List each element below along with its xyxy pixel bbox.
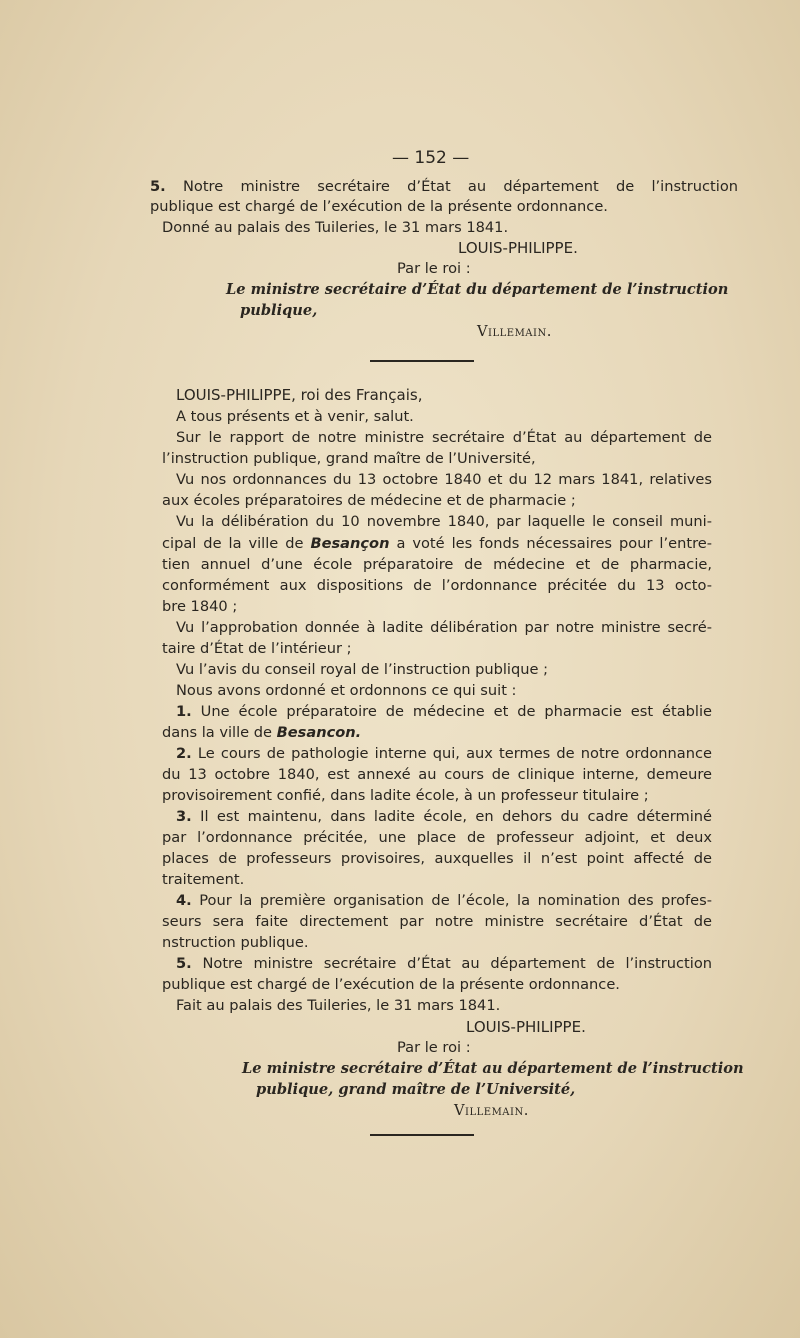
article-number: 4. xyxy=(176,892,192,909)
article-3-line-3: places de professeurs provisoires, auxquelles il n’est point affecté de xyxy=(162,850,712,867)
king-signature: LOUIS-PHILIPPE. xyxy=(466,1018,586,1036)
par-le-roi: Par le roi : xyxy=(397,1039,471,1056)
salutation: A tous présents et à venir, salut. xyxy=(176,408,414,425)
article-4-line-2: seurs sera faite directement par notre ministre secrétaire d’État de xyxy=(162,913,712,930)
text-line: Nous avons ordonné et ordonnons ce qui suit : xyxy=(176,682,517,699)
given-at-line: Donné au palais des Tuileries, le 31 mars 1841. xyxy=(162,219,509,236)
article-number: 5. xyxy=(176,955,192,972)
minister-line-2: publique, grand maître de l’Université, xyxy=(256,1081,576,1098)
article-number: 5. xyxy=(150,178,166,195)
article-4-line-1: 4. Pour la première organisation de l’école, la nomination des profes- xyxy=(176,892,713,909)
minister-line-2: publique, xyxy=(240,302,318,319)
text-line: taire d’État de l’intérieur ; xyxy=(162,640,352,657)
text-line: Vu la délibération du 10 novembre 1840, par laquelle le conseil muni- xyxy=(176,513,712,530)
article-3-line-4: traitement. xyxy=(162,871,245,888)
text-line: Vu l’avis du conseil royal de l’instruction publique ; xyxy=(176,661,549,678)
article-4-line-3: nstruction publique. xyxy=(162,934,309,951)
article-5-line-2: publique est chargé de l’exécution de la présente ordonnance. xyxy=(162,976,620,993)
text-line: cipal de la ville de Besançon a voté les fonds nécessaires pour l’entre- xyxy=(162,535,712,552)
article-5-line-1: 5. Notre ministre secrétaire d’État au département de l’instruction xyxy=(150,178,738,195)
article-5-line-2: publique est chargé de l’exécution de la présente ordonnance. xyxy=(150,198,608,215)
text-line: Vu l’approbation donnée à ladite délibération par notre ministre secré- xyxy=(176,619,712,636)
text-line: conformément aux dispositions de l’ordonnance précitée du 13 octo- xyxy=(162,577,712,594)
article-2-line-1: 2. Le cours de pathologie interne qui, aux termes de notre ordonnance xyxy=(176,745,713,762)
article-number: 1. xyxy=(176,703,192,720)
text-line: bre 1840 ; xyxy=(162,598,238,615)
city-name: Besancon. xyxy=(276,724,362,741)
city-name: Besançon xyxy=(310,535,390,552)
text-line: Sur le rapport de notre ministre secrétaire d’État au département de xyxy=(176,429,712,446)
article-2-line-2: du 13 octobre 1840, est annexé au cours de clinique interne, demeure xyxy=(162,766,712,783)
villemain-signature: Villemain. xyxy=(477,323,552,340)
article-1-line-2: dans la ville de Besancon. xyxy=(162,724,362,741)
article-number: 3. xyxy=(176,808,192,825)
minister-line-1: Le ministre secrétaire d’État au département de l’instruction xyxy=(242,1060,744,1077)
article-number: 2. xyxy=(176,745,192,762)
villemain-signature: Villemain. xyxy=(454,1102,529,1119)
article-5-line-1: 5. Notre ministre secrétaire d’État au département de l’instruction xyxy=(176,955,712,972)
divider xyxy=(370,1134,474,1136)
minister-line-1: Le ministre secrétaire d’État du département de l’instruction xyxy=(226,281,729,298)
text-line: l’instruction publique, grand maître de l’Université, xyxy=(162,450,536,467)
text-line: Vu nos ordonnances du 13 octobre 1840 et du 12 mars 1841, relatives xyxy=(176,471,712,488)
article-2-line-3: provisoirement confié, dans ladite école, à un professeur titulaire ; xyxy=(162,787,649,804)
text-line: tien annuel d’une école préparatoire de médecine et de pharmacie, xyxy=(162,556,712,573)
divider xyxy=(370,360,474,362)
article-3-line-2: par l’ordonnance précitée, une place de professeur adjoint, et deux xyxy=(162,829,712,846)
given-at-line: Fait au palais des Tuileries, le 31 mars 1841. xyxy=(176,997,501,1014)
king-signature: LOUIS-PHILIPPE. xyxy=(458,239,578,257)
ordonnance-heading: LOUIS-PHILIPPE, roi des Français, xyxy=(176,386,423,404)
page-number: — 152 — xyxy=(392,148,470,168)
article-1-line-1: 1. Une école préparatoire de médecine et de pharmacie est établie xyxy=(176,703,712,720)
text-line: aux écoles préparatoires de médecine et de pharmacie ; xyxy=(162,492,576,509)
article-3-line-1: 3. Il est maintenu, dans ladite école, en dehors du cadre déterminé xyxy=(176,808,712,825)
par-le-roi: Par le roi : xyxy=(397,260,471,277)
